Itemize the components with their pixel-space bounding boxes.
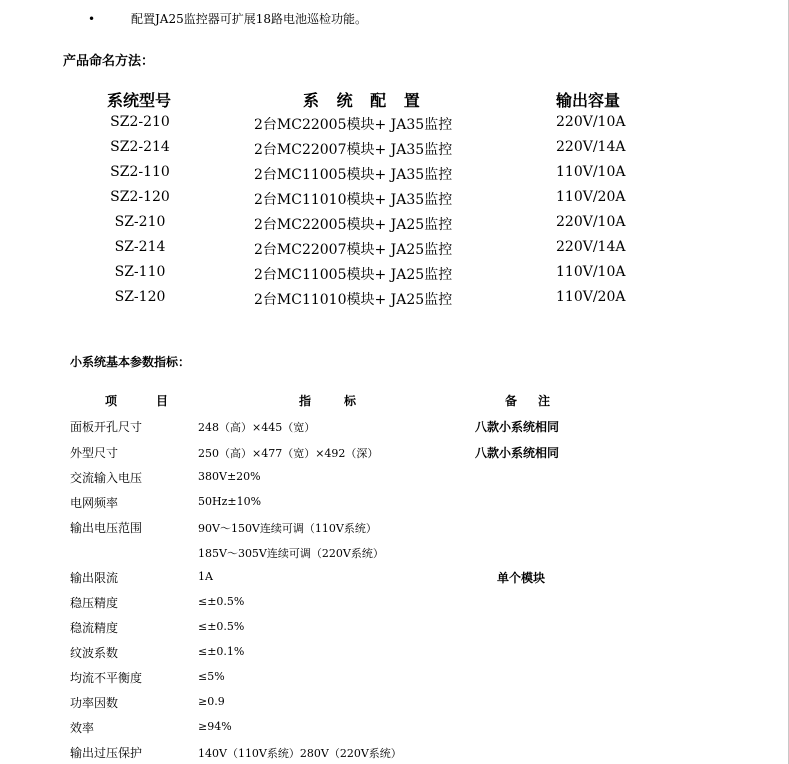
param-name: 外型尺寸: [70, 446, 119, 460]
naming-output: 220V/14A: [556, 139, 626, 155]
bullet-marker: •: [88, 12, 96, 26]
naming-section-title: 产品命名方法：: [63, 54, 155, 69]
naming-output: 220V/10A: [556, 114, 626, 130]
naming-model: SZ2-214: [110, 139, 170, 155]
naming-model: SZ-214: [114, 239, 166, 255]
param-name: 稳流精度: [70, 621, 119, 635]
params-header-note-2: 注: [538, 394, 551, 408]
params-header-indicator-2: 标: [344, 394, 357, 408]
naming-output: 110V/10A: [556, 264, 626, 280]
param-name: 输出限流: [70, 571, 119, 585]
naming-config: 2台MC11005模块+ JA25监控: [254, 267, 453, 283]
naming-config: 2台MC11010模块+ JA35监控: [254, 192, 453, 208]
param-name: 稳压精度: [70, 596, 119, 610]
naming-config: 2台MC11005模块+ JA35监控: [254, 167, 453, 183]
naming-model: SZ-210: [114, 214, 166, 230]
param-value: ≤5%: [198, 670, 225, 683]
param-value: 250（高）×477（宽）×492（深）: [198, 447, 379, 460]
param-note: 八款小系统相同: [475, 446, 560, 460]
naming-header-output: 输出容量: [556, 91, 621, 110]
naming-model: SZ2-120: [110, 189, 170, 205]
params-header-indicator-1: 指: [299, 394, 312, 408]
param-value: 140V（110V系统）280V（220V系统）: [198, 747, 402, 760]
naming-header-model: 系统型号: [107, 91, 172, 110]
param-value: ≥0.9: [198, 695, 225, 708]
param-value: 90V～150V连续可调（110V系统）: [198, 522, 377, 535]
naming-config: 2台MC22007模块+ JA35监控: [254, 142, 453, 158]
param-value: 185V～305V连续可调（220V系统）: [198, 547, 384, 560]
naming-output: 110V/10A: [556, 164, 626, 180]
params-section-title: 小系统基本参数指标：: [70, 355, 191, 369]
param-value: 248（高）×445（宽）: [198, 421, 316, 434]
param-value: ≤±0.5%: [198, 595, 245, 608]
param-name: 效率: [70, 721, 95, 735]
naming-output: 110V/20A: [556, 289, 626, 305]
param-name: 输出电压范围: [70, 521, 143, 535]
param-name: 电网频率: [70, 496, 119, 510]
naming-config: 2台MC22007模块+ JA25监控: [254, 242, 453, 258]
naming-model: SZ2-110: [110, 164, 170, 180]
param-name: 输出过压保护: [70, 746, 143, 760]
param-value: ≤±0.5%: [198, 620, 245, 633]
param-name: 交流输入电压: [70, 471, 143, 485]
naming-config: 2台MC22005模块+ JA35监控: [254, 117, 453, 133]
param-value: 1A: [198, 570, 213, 583]
naming-output: 220V/14A: [556, 239, 626, 255]
naming-header-config: 系 统 配 置: [303, 91, 426, 110]
naming-model: SZ-120: [114, 289, 166, 305]
naming-output: 220V/10A: [556, 214, 626, 230]
intro-text: 配置JA25监控器可扩展18路电池巡检功能。: [131, 12, 368, 26]
naming-config: 2台MC22005模块+ JA25监控: [254, 217, 453, 233]
param-value: ≥94%: [198, 720, 232, 733]
naming-model: SZ2-210: [110, 114, 170, 130]
param-name: 纹波系数: [70, 646, 119, 660]
params-header-item-1: 项: [105, 394, 120, 408]
param-name: 均流不平衡度: [70, 671, 143, 685]
param-note: 八款小系统相同: [475, 420, 560, 434]
param-value: ≤±0.1%: [198, 645, 245, 658]
params-header-item-2: 目: [156, 394, 169, 408]
naming-config: 2台MC11010模块+ JA25监控: [254, 292, 453, 308]
naming-output: 110V/20A: [556, 189, 626, 205]
param-note: 单个模块: [497, 571, 546, 585]
param-name: 面板开孔尺寸: [70, 420, 143, 434]
naming-model: SZ-110: [114, 264, 166, 280]
params-header-note-1: 备: [505, 394, 518, 408]
param-value: 50Hz±10%: [198, 495, 262, 508]
param-value: 380V±20%: [198, 470, 261, 483]
param-name: 功率因数: [70, 696, 119, 710]
